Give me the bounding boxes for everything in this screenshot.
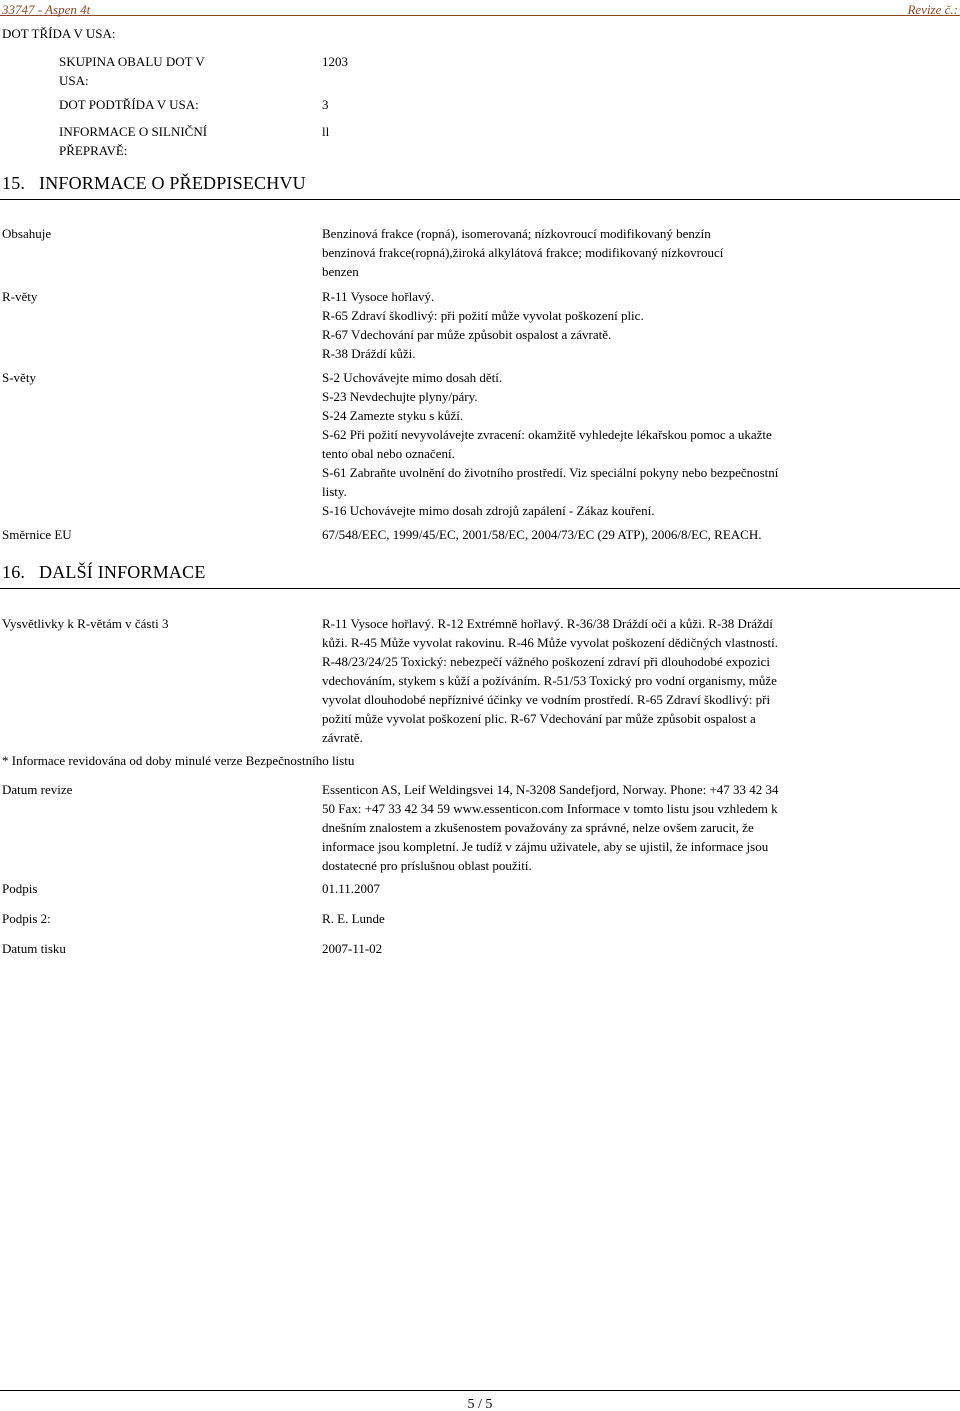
explanation-line: R-48/23/24/25 Toxický: nebezpečí vážného poškození zdraví při dlouhodobé expozici xyxy=(322,654,770,669)
section-15-heading xyxy=(2,172,306,194)
revision-date-value xyxy=(322,780,779,875)
section-15-title: INFORMACE O PŘEDPISECHVU xyxy=(39,173,306,193)
r-phrase-line: R-11 Vysoce hořlavý. xyxy=(322,289,435,304)
revised-note: * Informace revidována od doby minulé verze Bezpečnostního listu xyxy=(2,753,355,768)
explanation-line: R-11 Vysoce hořlavý. R-12 Extrémně hořlavý. R-36/38 Dráždí oči a kůži. R-38 Dráždí xyxy=(322,616,773,631)
revision-date-label: Datum revize xyxy=(2,782,73,797)
print-date-label: Datum tisku xyxy=(2,941,66,956)
contains-line: benzen xyxy=(322,264,359,279)
r-phrase-line: R-67 Vdechování par může způsobit ospalost a závratě. xyxy=(322,327,612,342)
s-phrase-line: S-61 Zabraňte uvolnění do životního prostředí. Viz speciální pokyny nebo bezpečnostní xyxy=(322,465,779,480)
r-phrase-explanation-label: Vysvětlivky k R-větám v části 3 xyxy=(2,616,169,631)
s-phrase-line: S-2 Uchovávejte mimo dosah dětí. xyxy=(322,370,503,385)
r-phrase-line: R-65 Zdraví škodlivý: při požití může vyvolat poškození plic. xyxy=(322,308,644,323)
dot-class-label: DOT TŘÍDA V USA: xyxy=(2,26,116,41)
r-phrase-explanation-value xyxy=(322,614,778,747)
section-16-number: 16. xyxy=(2,562,26,582)
section-16-heading xyxy=(2,561,206,583)
explanation-line: vdechováním, stykem s kůží a požíváním. R-51/53 Toxický pro vodní organismy, může xyxy=(322,673,777,688)
footer-divider xyxy=(0,1390,960,1391)
r-phrases-label: R-věty xyxy=(2,289,38,304)
print-date-value: 2007-11-02 xyxy=(322,941,383,956)
s-phrases-label: S-věty xyxy=(2,370,36,385)
road-transport-label-line1: INFORMACE O SILNIČNÍ xyxy=(59,124,208,139)
s-phrases-value xyxy=(322,368,778,520)
r-phrase-line: R-38 Dráždí kůži. xyxy=(322,346,416,361)
contains-line: Benzinová frakce (ropná), isomerovaná; nízkovroucí modifikovaný benzín xyxy=(322,226,711,241)
subclass-value: 3 xyxy=(322,97,329,112)
explanation-line: závratě. xyxy=(322,730,363,745)
eu-directive-value: 67/548/EEC, 1999/45/EC, 2001/58/EC, 2004/73/EC (29 ATP), 2006/8/EC, REACH. xyxy=(322,527,762,542)
section-15-divider xyxy=(0,199,960,200)
signature-value: 01.11.2007 xyxy=(322,881,381,896)
subclass-label: DOT PODTŘÍDA V USA: xyxy=(59,97,199,112)
header-divider xyxy=(0,15,960,16)
explanation-line: kůži. R-45 Může vyvolat rakovinu. R-46 Může vyvolat poškození dědičných vlastností. xyxy=(322,635,778,650)
s-phrase-line: S-23 Nevdechujte plyny/páry. xyxy=(322,389,478,404)
signature-2-label: Podpis 2: xyxy=(2,911,51,926)
packing-group-label-line2: USA: xyxy=(59,73,89,88)
s-phrase-line: listy. xyxy=(322,484,347,499)
road-transport-label-line2: PŘEPRAVĚ: xyxy=(59,143,128,158)
r-phrases-value xyxy=(322,287,644,363)
section-15-number: 15. xyxy=(2,173,26,193)
s-phrase-line: S-16 Uchovávejte mimo dosah zdrojů zapálení - Zákaz kouření. xyxy=(322,503,655,518)
explanation-line: požití může vyvolat poškození plic. R-67 Vdechování par může způsobit ospalost a xyxy=(322,711,756,726)
packing-group-value: 1203 xyxy=(322,54,348,69)
signature-2-value: R. E. Lunde xyxy=(322,911,385,926)
page-number: 5 / 5 xyxy=(467,1397,493,1411)
contains-line: benzinová frakce(ropná),žiroká alkylátová frakce; modifikovaný nízkovroucí xyxy=(322,245,724,260)
revision-line: dostatecné pro príslušnou oblast použití. xyxy=(322,858,532,873)
revision-line: 50 Fax: +47 33 42 34 59 www.essenticon.com Informace v tomto listu jsou vzhledem k xyxy=(322,801,778,816)
revision-line: informace jsou kompletní. Je tudíž v zájmu uživatele, aby se ujistil, že informace jsou xyxy=(322,839,769,854)
revision-line: dnešním znalostem a zkušenostem považovány za správné, nelze ovšem zarucit, že xyxy=(322,820,754,835)
s-phrase-line: S-24 Zamezte styku s kůží. xyxy=(322,408,464,423)
section-16-divider xyxy=(0,588,960,589)
revision-label: Revize č.: xyxy=(907,2,958,17)
signature-label: Podpis xyxy=(2,881,38,896)
explanation-line: vyvolat dlouhodobé nepříznivé účinky ve vodním prostředí. R-65 Zdraví škodlivý: při xyxy=(322,692,771,707)
eu-directive-label: Směrnice EU xyxy=(2,527,72,542)
packing-group-label-line1: SKUPINA OBALU DOT V xyxy=(59,54,205,69)
contains-value xyxy=(322,224,723,281)
section-16-title: DALŠÍ INFORMACE xyxy=(39,562,206,582)
revision-line: Essenticon AS, Leif Weldingsvei 14, N-3208 Sandefjord, Norway. Phone: +47 33 42 34 xyxy=(322,782,779,797)
road-transport-value: ll xyxy=(322,124,330,139)
s-phrase-line: S-62 Při požití nevyvolávejte zvracení: okamžitě vyhledejte lékařskou pomoc a ukažte xyxy=(322,427,772,442)
contains-label: Obsahuje xyxy=(2,226,52,241)
s-phrase-line: tento obal nebo označení. xyxy=(322,446,455,461)
document-id: 33747 - Aspen 4t xyxy=(2,2,91,17)
